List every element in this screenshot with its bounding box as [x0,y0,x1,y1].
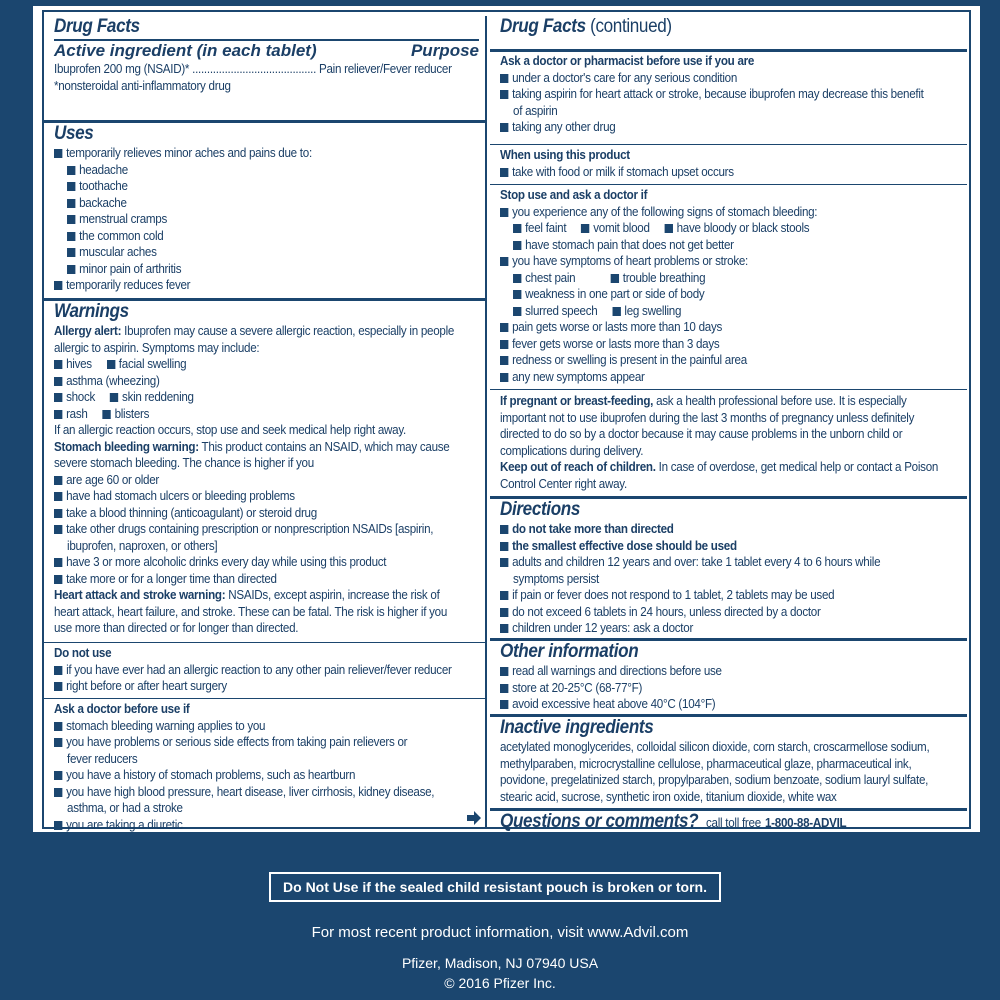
directions-title: Directions [500,499,581,520]
active-ingredient-line: Ibuprofen 200 mg (NSAID)* .......................................... Pain reliever/Fever reducer [54,62,452,76]
inactive-ingredients-title: Inactive ingredients [500,717,654,738]
list-item: children under 12 years: ask a doctor [500,620,929,637]
square-bullet-icon [54,821,62,830]
keep-out-line: Keep out of reach of children. In case of overdose, get medical help or contact a Poison [500,460,939,474]
when-using-title: When using this product [500,148,630,162]
square-bullet-icon [54,558,62,567]
list-item: stomach bleeding warning applies to you [54,718,449,735]
allergy-alert-line: Allergy alert: Ibuprofen may cause a severe allergic reaction, especially in people [54,324,455,338]
inactive-ingredients-line: povidone, pregelatinized starch, propylparaben, sodium benzoate, sodium lauryl sulfate, [500,773,929,787]
square-bullet-icon [110,393,118,402]
pregnancy-line: directed to do so by a doctor because it may cause problems in the unborn child or [500,427,903,441]
drug-facts-frame [42,10,971,832]
square-bullet-icon [54,377,62,386]
questions-text: call toll free [706,816,762,830]
active-ingredient-header: Active ingredient (in each tablet) [54,41,317,60]
column-divider [485,16,487,827]
product-info-line: For most recent product information, visit www.Advil.com [311,924,689,941]
list-item: any new symptoms appear [500,369,929,386]
square-bullet-icon [67,265,75,274]
square-bullet-icon [500,542,508,551]
list-item-continued: ibuprofen, naproxen, or others] [67,538,218,553]
pregnancy-line: complications during delivery. [500,443,644,458]
square-bullet-icon [67,199,75,208]
list-item: have 3 or more alcoholic drinks every day while using this product [54,554,449,571]
inactive-ingredients-section [490,714,967,805]
square-bullet-icon [102,410,110,419]
list-item: the common cold [54,228,449,245]
square-bullet-icon [500,356,508,365]
square-bullet-icon [67,232,75,241]
list-item: you have problems or serious side effects from taking pain relievers or [54,734,449,751]
square-bullet-icon [54,360,62,369]
drug-facts-title: Drug Facts [54,16,140,37]
list-item: minor pain of arthritis [54,261,449,278]
square-bullet-icon [581,224,589,233]
list-item: pain gets worse or lasts more than 10 days [500,319,929,336]
list-item: weakness in one part or side of body [500,286,929,303]
square-bullet-icon [665,224,673,233]
arrow-right-icon [467,811,481,825]
square-bullet-icon [611,274,619,283]
active-ingredient-section [44,16,485,94]
list-item: shock skin reddening [54,389,449,406]
list-item: if you have ever had an allergic reaction to any other pain reliever/fever reducer [54,662,449,679]
list-item: you are taking a diuretic [54,817,449,834]
square-bullet-icon [67,182,75,191]
drug-facts-continued-title: Drug Facts (continued) [500,16,672,37]
square-bullet-icon [67,166,75,175]
ask-pharmacist-section [490,49,967,136]
list-item: avoid excessive heat above 40°C (104°F) [500,696,929,713]
stop-use-section [490,184,967,385]
list-item: take more or for a longer time than directed [54,571,449,588]
warnings-title: Warnings [54,301,129,322]
do-not-use-section [44,642,485,695]
left-column [44,16,485,832]
list-item: fever gets worse or lasts more than 3 days [500,336,929,353]
list-item: feel faint vomit blood have bloody or black stools [500,220,929,237]
square-bullet-icon [500,684,508,693]
square-bullet-icon [513,224,521,233]
square-bullet-icon [67,248,75,257]
list-item: read all warnings and directions before use [500,663,929,680]
square-bullet-icon [500,608,508,617]
list-item: under a doctor's care for any serious condition [500,70,929,87]
square-bullet-icon [500,90,508,99]
heart-warning-line: use more than directed or for longer than directed. [54,621,299,635]
list-item: hives facial swelling [54,356,449,373]
square-bullet-icon [500,257,508,266]
questions-title: Questions or comments? [500,811,699,832]
square-bullet-icon [54,682,62,691]
square-bullet-icon [54,410,62,419]
ask-pharmacist-title: Ask a doctor or pharmacist before use if you are [500,54,755,68]
list-item: taking any other drug [500,119,929,136]
list-item: rash blisters [54,406,449,423]
square-bullet-icon [500,123,508,132]
list-item: take a blood thinning (anticoagulant) or steroid drug [54,505,449,522]
list-item: temporarily relieves minor aches and pains due to: [54,145,449,162]
list-item: temporarily reduces fever [54,277,449,294]
other-information-section [490,638,967,713]
square-bullet-icon [500,624,508,633]
square-bullet-icon [513,274,521,283]
square-bullet-icon [54,492,62,501]
pregnancy-line: important not to use ibuprofen during the last 3 months of pregnancy unless definitely [500,410,915,425]
square-bullet-icon [54,476,62,485]
list-item: taking aspirin for heart attack or stroke, because ibuprofen may decrease this benefit [500,86,929,103]
list-item-continued: fever reducers [67,751,138,766]
manufacturer-address: Pfizer, Madison, NJ 07940 USA [401,955,599,971]
allergy-alert-line: allergic to aspirin. Symptoms may include: [54,340,260,355]
list-item: redness or swelling is present in the painful area [500,352,929,369]
copyright-line: © 2016 Pfizer Inc. [444,975,556,991]
list-item: you have high blood pressure, heart disease, liver cirrhosis, kidney disease, [54,784,449,801]
warnings-section [44,298,485,637]
ask-doctor-title: Ask a doctor before use if [54,702,190,716]
square-bullet-icon [500,168,508,177]
list-item: headache [54,162,449,179]
list-item: you have symptoms of heart problems or stroke: [500,253,929,270]
list-item: have stomach pain that does not get better [500,237,929,254]
phone-number[interactable]: 1-800-88-ADVIL [765,816,847,830]
square-bullet-icon [500,208,508,217]
square-bullet-icon [54,771,62,780]
ask-doctor-section [44,698,485,833]
stomach-warning-line: severe stomach bleeding. The chance is higher if you [54,456,314,470]
square-bullet-icon [54,788,62,797]
heart-warning-line: heart attack, heart failure, and stroke. These can be fatal. The risk is higher if you [54,604,448,619]
pouch-warning-text: Do Not Use if the sealed child resistant pouch is broken or torn. [283,879,707,895]
list-item: menstrual cramps [54,211,449,228]
square-bullet-icon [513,290,521,299]
do-not-use-title: Do not use [54,646,112,660]
square-bullet-icon [500,323,508,332]
square-bullet-icon [54,149,62,158]
square-bullet-icon [500,558,508,567]
inactive-ingredients-line: methylparaben, microcrystalline cellulose, pharmaceutical glaze, pharmaceutical ink, [500,756,912,771]
pregnancy-section [490,389,967,492]
list-item: the smallest effective dose should be used [500,538,929,555]
square-bullet-icon [513,241,521,250]
questions-section [490,808,967,833]
list-item: you have a history of stomach problems, such as heartburn [54,767,449,784]
square-bullet-icon [54,393,62,402]
square-bullet-icon [67,215,75,224]
list-item: do not take more than directed [500,521,929,538]
uses-title: Uses [54,123,94,144]
inactive-ingredients-line: acetylated monoglycerides, colloidal silicon dioxide, corn starch, croscarmellose sodium, [500,740,930,754]
when-using-section [490,144,967,180]
list-item-continued: of aspirin [513,103,558,118]
list-item: store at 20-25°C (68-77°F) [500,680,929,697]
list-item-continued: symptoms persist [513,571,600,586]
square-bullet-icon [54,722,62,731]
list-item: adults and children 12 years and over: take 1 tablet every 4 to 6 hours while [500,554,929,571]
list-item: have had stomach ulcers or bleeding problems [54,488,449,505]
square-bullet-icon [513,307,521,316]
list-item: take with food or milk if stomach upset occurs [500,164,929,181]
pregnancy-line: If pregnant or breast-feeding, ask a health professional before use. It is especially [500,394,907,408]
square-bullet-icon [500,667,508,676]
directions-section [490,496,967,637]
keep-out-line: Control Center right away. [500,476,627,491]
inactive-ingredients-line: stearic acid, sucrose, synthetic iron oxide, titanium dioxide, white wax [500,789,837,804]
square-bullet-icon [54,666,62,675]
purpose-header: Purpose [410,41,479,60]
square-bullet-icon [500,591,508,600]
square-bullet-icon [54,738,62,747]
list-item: are age 60 or older [54,472,449,489]
square-bullet-icon [107,360,115,369]
list-item: right before or after heart surgery [54,678,449,695]
square-bullet-icon [500,700,508,709]
square-bullet-icon [612,307,620,316]
stop-use-title: Stop use and ask a doctor if [500,188,648,202]
list-item: if pain or fever does not respond to 1 tablet, 2 tablets may be used [500,587,929,604]
list-item: backache [54,195,449,212]
drug-facts-panel [30,6,983,832]
stomach-warning-line: Stomach bleeding warning: This product contains an NSAID, which may cause [54,439,450,454]
list-item: asthma (wheezing) [54,373,449,390]
pouch-warning-box [269,872,721,902]
right-column [490,16,967,832]
uses-section [44,120,485,294]
questions-line [500,811,961,833]
other-information-title: Other information [500,641,639,662]
square-bullet-icon [54,509,62,518]
square-bullet-icon [500,340,508,349]
list-item: slurred speech leg swelling [500,303,929,320]
square-bullet-icon [54,281,62,290]
list-item-continued: asthma, or had a stroke [67,801,183,815]
nsaid-note: *nonsteroidal anti-inflammatory drug [54,78,231,93]
list-item: do not exceed 6 tablets in 24 hours, unless directed by a doctor [500,604,929,621]
square-bullet-icon [500,74,508,83]
allergy-stop-line: If an allergic reaction occurs, stop use and seek medical help right away. [54,423,406,437]
list-item: muscular aches [54,244,449,261]
active-purpose-header [54,39,479,61]
square-bullet-icon [54,525,62,534]
square-bullet-icon [500,373,508,382]
list-item: toothache [54,178,449,195]
square-bullet-icon [500,525,508,534]
heart-warning-line: Heart attack and stroke warning: NSAIDs, except aspirin, increase the risk of [54,588,440,602]
list-item: you experience any of the following signs of stomach bleeding: [500,204,929,221]
square-bullet-icon [54,575,62,584]
list-item: take other drugs containing prescription or nonprescription NSAIDs [aspirin, [54,521,449,538]
continued-header-section [490,16,967,38]
list-item: chest pain trouble breathing [500,270,929,287]
